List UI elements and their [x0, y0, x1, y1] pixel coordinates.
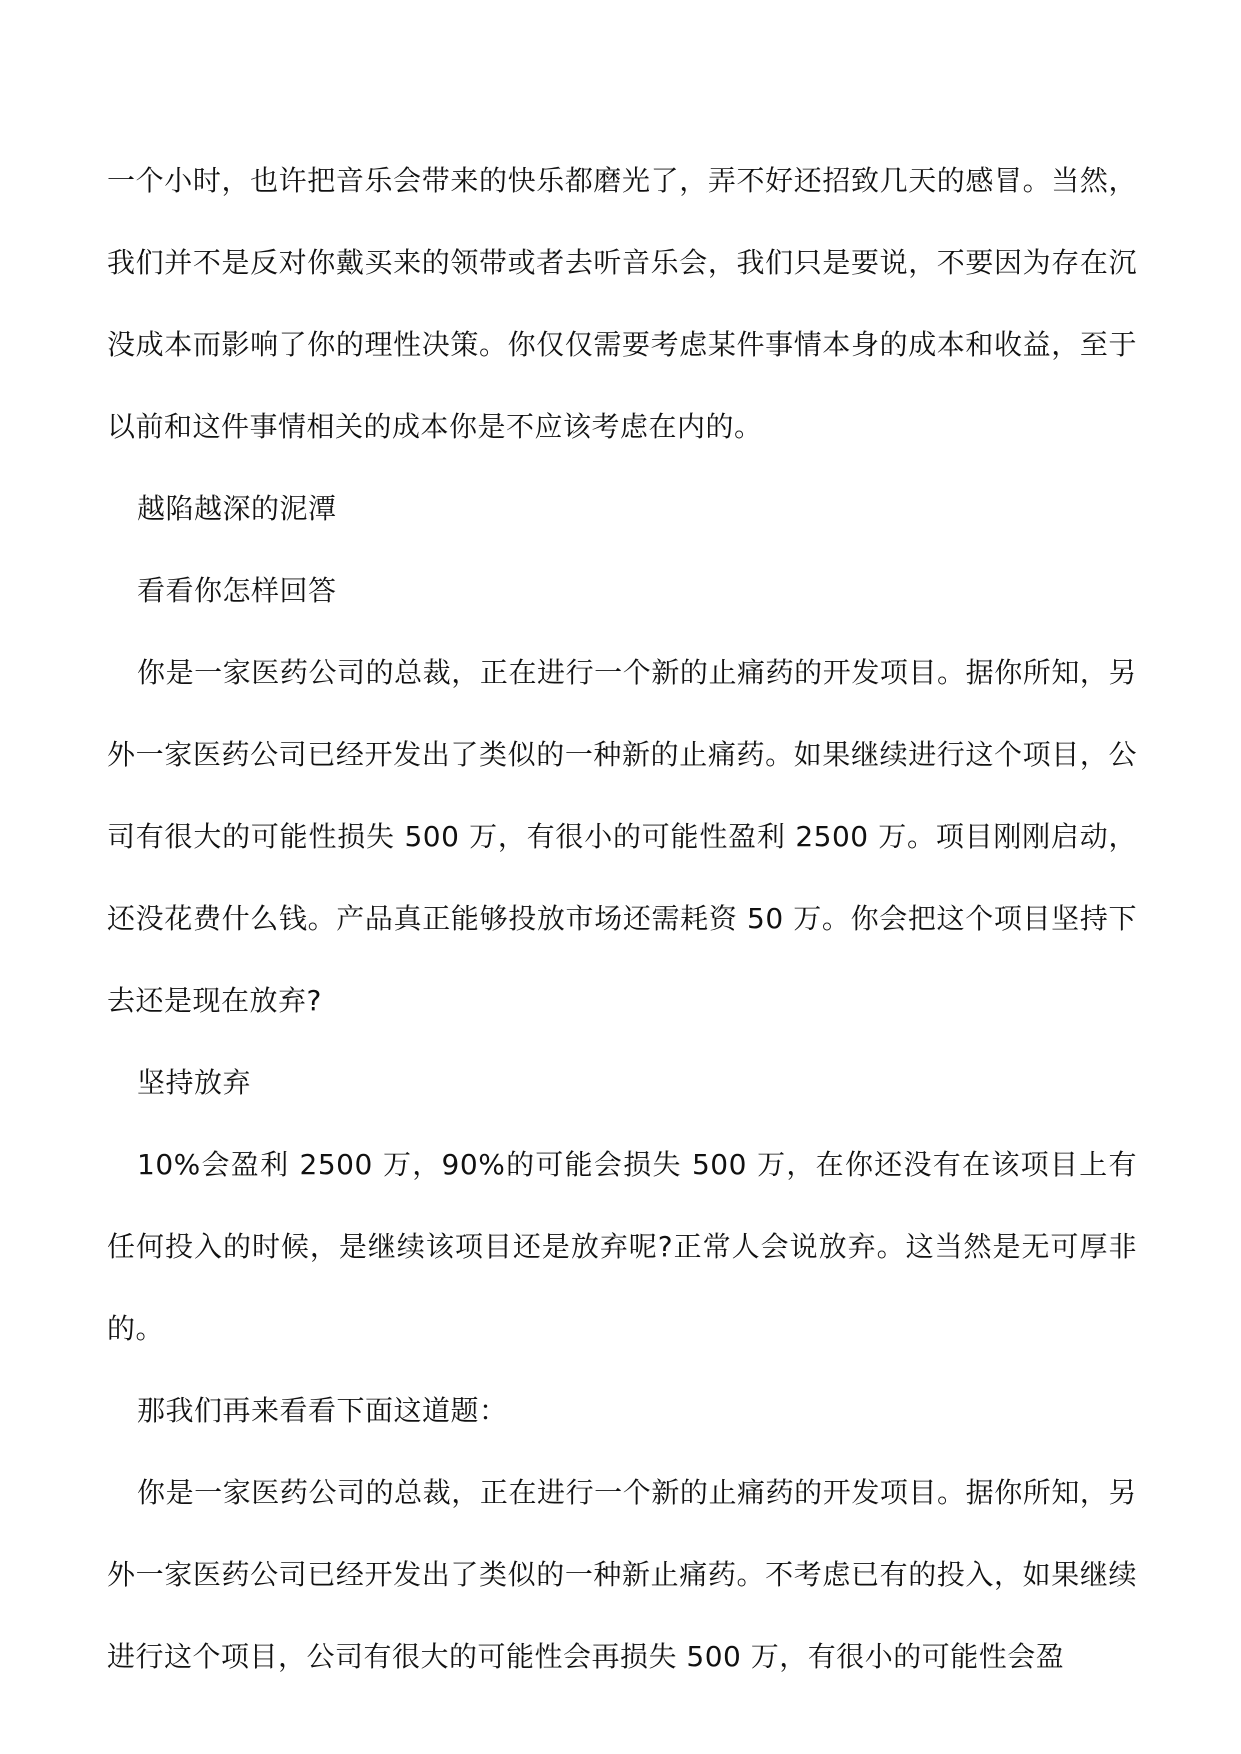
paragraph-next-question-intro: 那我们再来看看下面这道题： [137, 1394, 508, 1427]
section-heading-how-you-answer: 看看你怎样回答 [137, 574, 337, 607]
paragraph-scenario-one: 你是一家医药公司的总裁，正在进行一个新的止痛药的开发项目。据你所知，另外一家医药公司已经开发出了类似的一种新的止痛药。如果继续进行这个项目，公司有很大的可能性损失 500 万，有很小的可能性盈利 2500 万。项目刚刚启动，还没花费什么钱。产品真正能够投放市场还需耗资 50 万。你会把这个项目坚持下去还是现在放弃? [107, 656, 1137, 1017]
paragraph-analysis: 10%会盈利 2500 万，90%的可能会损失 500 万，在你还没有在该项目上有任何投入的时候，是继续该项目还是放弃呢?正常人会说放弃。这当然是无可厚非的。 [107, 1148, 1137, 1345]
paragraph-sunk-cost-conclusion: 一个小时，也许把音乐会带来的快乐都磨光了，弄不好还招致几天的感冒。当然，我们并不是反对你戴买来的领带或者去听音乐会，我们只是要说，不要因为存在沉没成本而影响了你的理性决策。你仅仅需要考虑某件事情本身的成本和收益，至于以前和这件事情相关的成本你是不应该考虑在内的。 [107, 164, 1137, 443]
paragraph-scenario-two: 你是一家医药公司的总裁，正在进行一个新的止痛药的开发项目。据你所知，另外一家医药公司已经开发出了类似的一种新止痛药。不考虑已有的投入，如果继续进行这个项目，公司有很大的可能性会再损失 500 万，有很小的可能性会盈 [107, 1476, 1137, 1673]
document-body [107, 140, 1137, 1698]
section-heading-quagmire: 越陷越深的泥潭 [137, 492, 337, 525]
paragraph-options: 坚持放弃 [137, 1066, 252, 1099]
